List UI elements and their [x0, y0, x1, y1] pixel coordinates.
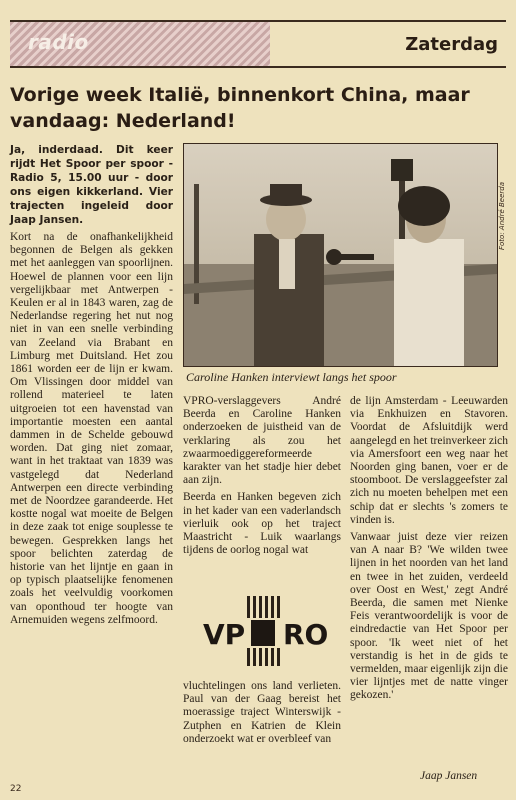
column-1-paragraph: Kort na de onafhankelijkheid begonnen de Belgen als gekken met het aanleggen van spoorlijnen. Hoewel de plannen voor een lijn vergelijkbaar met Antwerpen - Keulen er al in 1843 waren, zag de Nederlandse regering het nut nog niet in van een snelle verbinding van Zeeland via Brabant en Limburg met Duitsland. Het zou 1861 worden eer de lijn er kwam. Om Vlissingen door middel van rollend materieel te laten uitgroeien tot een havenstad van importantie moesten een aantal dammen in de Schelde gebouwd worden. Dat ging niet zomaar, want in het traktaat van 1839 was vastgelegd dat Nederland Antwerpen een directe verbinding met de Noordzee garandeerde. Het kostte nogal wat moeite de Belgen in deze zaak tot enige souplesse te bewegen. Gesprekken langs het spoor belichten zaterdag de historie van het lijntje en gaan in op typisch plaatselijke fenomenen zoals het veelvuldig voorkomen van oponthoud ter hoogte van Arnemuiden wegens zelfmoord.: [10, 231, 173, 626]
column-2: [183, 395, 341, 561]
photo-caption: Caroline Hanken interviewt langs het spoor: [186, 370, 397, 384]
page-number: 22: [10, 784, 22, 794]
author-signature: Jaap Jansen: [420, 770, 478, 782]
column-3-paragraph: Vanwaar juist deze vier reizen van A naar B? 'We wilden twee lijnen in het noorden van het land en twee in het zuiden, verdeeld over Oost en West,' zegt André Beerda, die samen met Nienke Feis verantwoordelijk is voor de eindredactie van Het Spoor per spoor. 'Ik weet niet of het verstandig is het in de gids te vermelden, maar eigenlijk zijn die vier lijntjes met de natte vinger gekozen.': [350, 531, 508, 702]
column-2-paragraph: VPRO-verslaggevers André Beerda en Caroline Hanken onderzoeken de juistheid van de verklaring als zou het zwaarmoediggereformeerde karakter van het stadje hier debet aan zijn.: [183, 395, 341, 487]
article-photo: [183, 143, 498, 367]
section-banner: [10, 20, 506, 68]
column-1: [10, 143, 173, 631]
vpro-logo: [189, 596, 339, 666]
photo-credit: Foto: André Beerda: [498, 181, 506, 250]
article-lead: Ja, inderdaad. Dit keer rijdt Het Spoor per spoor - Radio 5, 15.00 uur - door ons eigen kikkerland. Vier trajecten ingeleid door Jaap Jansen.: [10, 144, 173, 226]
section-banner-hatch: [10, 22, 270, 66]
column-2-continued: [183, 680, 341, 750]
column-2b-paragraph: vluchtelingen ons land verlieten. Paul van der Gaag bereist het moerassige traject Winterswijk - Zutphen en Katrien de Klein onderzoekt wat er overbleef van: [183, 680, 341, 745]
vpro-logo-text-right: RO: [283, 618, 329, 651]
column-3: [350, 395, 508, 707]
column-3-paragraph: de lijn Amsterdam - Leeuwarden via Enkhuizen en Stavoren. Voordat de Afsluitdijk werd aangelegd en het treinverkeer zich via Amersfoort een weg naar het Noorden ging banen, voer er de stoomboot. De verslaggeefster zal zich nu moeten behelpen met een schip dat er slechts 's zomers te vinden is.: [350, 395, 508, 526]
vpro-logo-text-left: VP: [203, 618, 246, 651]
day-label: Zaterdag: [405, 33, 498, 55]
article-headline: Vorige week Italië, binnenkort China, maar vandaag: Nederland!: [10, 84, 470, 132]
section-label: radio: [28, 30, 89, 54]
interview-photo-illustration: [184, 144, 497, 366]
column-2-paragraph: Beerda en Hanken begeven zich in het kader van een vaderlandsch vierluik ook op het traject Maastricht - Luik waarlangs tijdens de oorlog nogal wat: [183, 491, 341, 557]
